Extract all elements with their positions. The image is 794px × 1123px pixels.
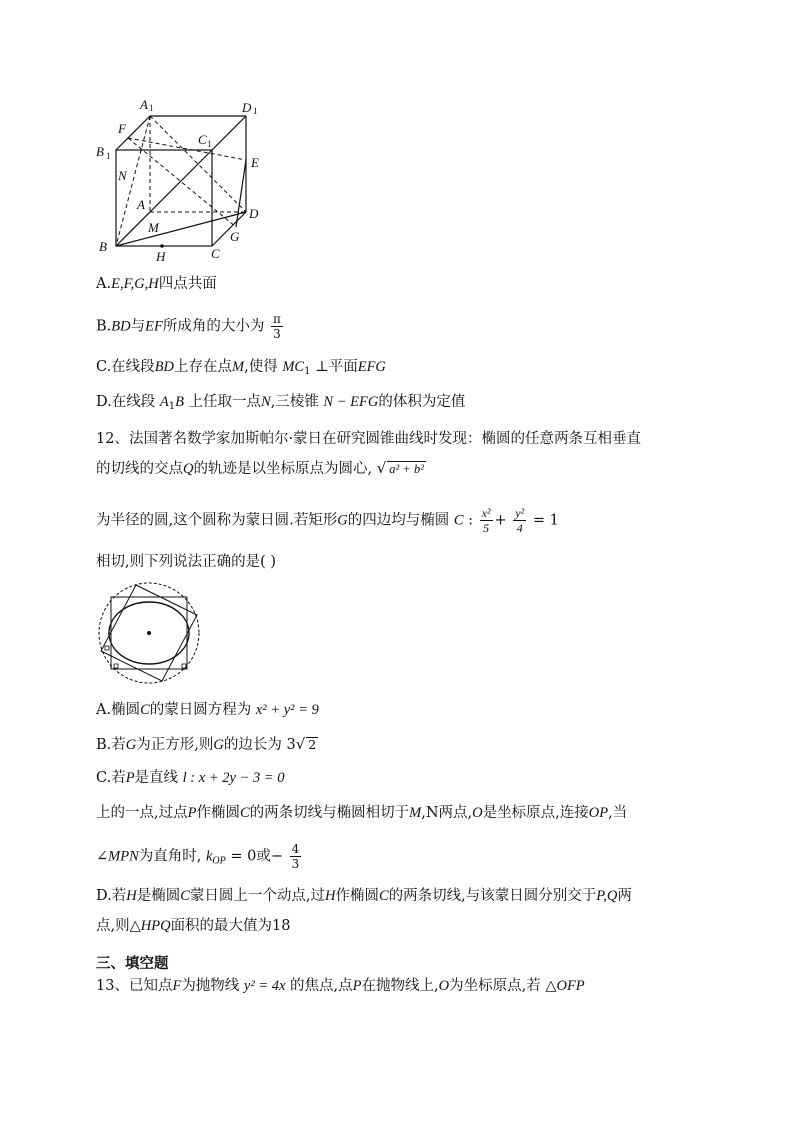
- q11-option-c: C.在线段BD上存在点M,使得 $MC_1$ ⊥平面EFG: [96, 359, 386, 377]
- q12-option-c-line-3: ∠MPN为直角时, $k_{OP} = 0$或− $\frac{4}{3}$: [96, 842, 300, 871]
- label-e: E: [251, 155, 259, 170]
- label-d1: D: [242, 100, 252, 115]
- q11-option-a: A.E,F,G,H四点共面: [96, 276, 217, 292]
- svg-text:1: 1: [207, 139, 212, 149]
- sqrt-2: 2: [308, 737, 317, 752]
- cube-figure: [94, 94, 274, 264]
- q12-option-d: D.若H是椭圆C蒙日圆上一个动点,过H作椭圆C的两条切线,与该蒙日圆分别交于P,Q两: [96, 888, 632, 904]
- label-g: G: [230, 229, 240, 244]
- q12-line-1: 12、法国著名数学家加斯帕尔·蒙日在研究圆锥曲线时发现：椭圆的任意两条互相垂直: [96, 431, 642, 447]
- label-f: F: [118, 121, 126, 136]
- label-c: C: [211, 246, 220, 261]
- origin-point: [147, 631, 151, 635]
- q11-option-b: B.BD与EF所成角的大小为 $\frac{\pi}{3}$: [96, 312, 281, 341]
- label-n: N: [118, 168, 127, 183]
- fraction-4-over-3: $\frac{4}{3}$: [291, 842, 300, 871]
- q12-line-4: 相切,则下列说法正确的是( ): [96, 554, 277, 570]
- sqrt-a2-b2: a² + b²: [389, 462, 424, 476]
- label-a: A: [137, 197, 145, 212]
- q12-line-3: 为半径的圆,这个圆称为蒙日圆.若矩形G的四边均与椭圆 C : $\frac{\text{x²}}{5}$ + $\frac{\text{y²}}{4}$ = 1: [96, 506, 559, 535]
- label-d: D: [249, 206, 259, 221]
- svg-text:1: 1: [253, 106, 258, 116]
- fraction-y2-over-4: $\frac{\text{y²}}{4}$: [515, 506, 525, 535]
- label-h: H: [156, 249, 166, 264]
- q12-line-2: 的切线的交点Q的轨迹是以坐标原点为圆心, √ a² + b²: [96, 459, 424, 477]
- svg-text:1: 1: [149, 103, 154, 113]
- fraction-x2-over-5: $\frac{\text{x²}}{5}$: [481, 506, 491, 535]
- label-m: M: [148, 220, 159, 235]
- q12-option-d-line-2: 点,则△HPQ面积的最大值为18: [96, 918, 291, 934]
- q13-line-1: 13、已知点F为抛物线 y² = 4x 的焦点,点P在抛物线上,O为坐标原点,若 △OFP: [96, 978, 585, 994]
- point-h: [160, 244, 164, 248]
- section-heading: 三、填空题: [96, 956, 169, 972]
- svg-text:1: 1: [106, 151, 111, 161]
- label-a1: A: [140, 97, 148, 112]
- q12-option-a: A.椭圆C的蒙日圆方程为 x² + y² = 9: [96, 702, 319, 718]
- q12-option-b: B.若G为正方形,则G的边长为 3√ 2: [96, 735, 317, 753]
- q12-option-c: C.若P是直线 l : x + 2y − 3 = 0: [96, 770, 285, 786]
- label-b: B: [99, 239, 107, 254]
- label-c1: C: [198, 132, 207, 147]
- fraction-pi-over-3: $\frac{\pi}{3}$: [272, 312, 281, 341]
- q11-option-d: D.在线段 $A_1B$ 上任取一点N,三棱锥 N − EFG的体积为定值: [96, 394, 466, 412]
- monge-circle-figure: [96, 580, 204, 686]
- label-b1: B: [96, 144, 104, 159]
- q12-option-c-line-2: 上的一点,过点P作椭圆C的两条切线与椭圆相切于M,N两点,O是坐标原点,连接OP,当: [96, 805, 628, 821]
